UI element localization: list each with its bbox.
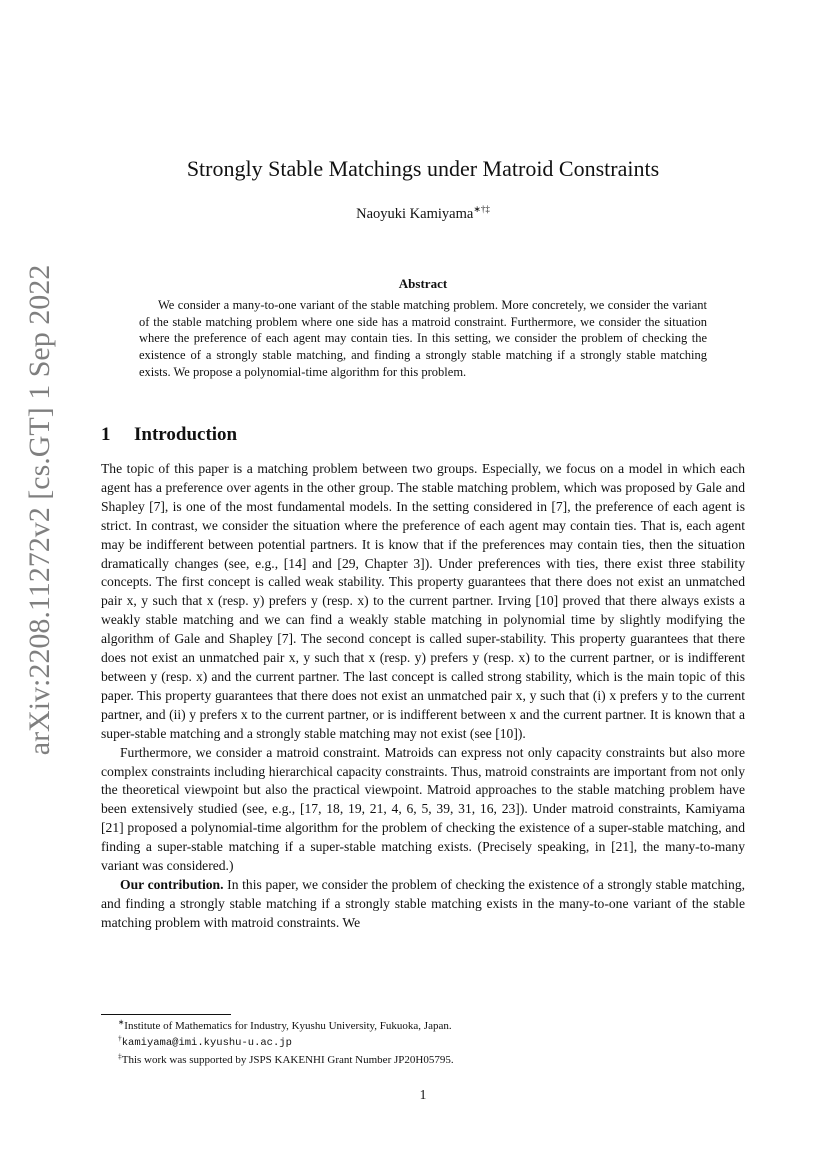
abstract-heading: Abstract (398, 276, 448, 291)
author-footnote-marks: ∗†‡ (473, 204, 490, 215)
paragraph-2: Furthermore, we consider a matroid constraint. Matroids can express not only capacity constraints but also more complex constraints including hierarchical capacity constraints. Thus, matroid constraints are important from not only the theoretical viewpoint but also the practical viewpoint. Matroid approaches to the stable matching problem have been extensively studied (see, e.g., [17, 18, 19, 21, 4, 6, 5, 39, 31, 16, 23]). Under matroid constraints, Kamiyama [21] proposed a polynomial-time algorithm for the problem of checking the existence of a super-stable matching, and finding a super-stable matching if a super-stable matching exists. (Precisely speaking, in [21], the many-to-many variant was considered.) (101, 744, 745, 874)
page-number: 1 (419, 1087, 427, 1102)
paper-title: Strongly Stable Matchings under Matroid Constraints (186, 156, 660, 181)
footnote-funding (101, 1052, 745, 1068)
footnote-mark: ‡ (118, 1050, 122, 1060)
footnote-divider (101, 1014, 231, 1015)
arxiv-identifier-stamp (18, 264, 62, 756)
footnote-mark: † (118, 1033, 122, 1043)
footnote-email (101, 1034, 745, 1051)
footnote-affiliation (101, 1018, 745, 1034)
author-name: Naoyuki Kamiyama (356, 206, 474, 222)
abstract-text: We consider a many-to-one variant of the stable matching problem. More concretely, we consider the variant of the stable matching problem where one side has a matroid constraint. Furthermore, we consider the situation where the preference of each agent may contain ties. In this setting, we consider the problem of checking the existence of a strongly stable matching, and finding a strongly stable matching if a strongly stable matching exists. We propose a polynomial-time algorithm for this problem. (139, 298, 707, 379)
section-title: Introduction (134, 424, 238, 445)
paragraph-3 (101, 876, 745, 933)
body-text (101, 460, 745, 933)
author-line (100, 205, 746, 223)
section-number: 1 (101, 424, 111, 445)
footnotes (101, 1018, 745, 1068)
footnote-text: This work was supported by JSPS KAKENHI Grant Number JP20H05795. (121, 1053, 454, 1066)
paragraph-3-text: In this paper, we consider the problem of checking the existence of a strongly stable matching, and finding a strongly stable matching if a strongly stable matching exists in the many-to-one variant of the stable matching problem with matroid constraints. We (101, 876, 746, 930)
footnote-email-link[interactable]: kamiyama@imi.kyushu-u.ac.jp (121, 1037, 292, 1050)
footnote-text: Institute of Mathematics for Industry, Kyushu University, Fukuoka, Japan. (124, 1020, 452, 1032)
paragraph-1: The topic of this paper is a matching problem between two groups. Especially, we focus on a model in which each agent has a preference over agents in the other group. The stable matching problem, which was proposed by Gale and Shapley [7], is one of the most fundamental models. In the setting considered in [7], the preference of each agent is strict. In contrast, we consider the situation where the preference of each agent may contain ties. That is, each agent may be indifferent between potential partners. It is know that if the preferences may contain ties, then the situation dramatically changes (see, e.g., [14] and [29, Chapter 3]). Under preferences with ties, there exist three stability concepts. The first concept is called weak stability. This property guarantees that there does not exist an unmatched pair x, y such that x (resp. y) prefers y (resp. x) to the current partner. Irving [10] proved that there always exists a weakly stable matching and we can find a weakly stable matching in polynomial time by slightly modifying the algorithm of Gale and Shapley [7]. The second concept is called super-stability. This property guarantees that there does not exist an unmatched pair x, y such that x (resp. y) prefers y (resp. x) to the current partner, or is indifferent between y (resp. x) and the current partner. The last concept is called strong stability, which is the main topic of this paper. This property guarantees that there does not exist an unmatched pair x, y such that (i) x prefers y to the current partner, and (ii) y prefers x to the current partner, or is indifferent between x and the current partner. It is known that a super-stable matching and a strongly stable matching may not exist (see [10]). (101, 461, 745, 741)
section-heading (101, 424, 237, 446)
footnote-mark: ∗ (118, 1017, 125, 1027)
paragraph-3-run-in-heading: Our contribution. (120, 876, 224, 892)
arxiv-identifier-text: arXiv:2208.11272v2 [cs.GT] 1 Sep 2022 (23, 264, 56, 756)
